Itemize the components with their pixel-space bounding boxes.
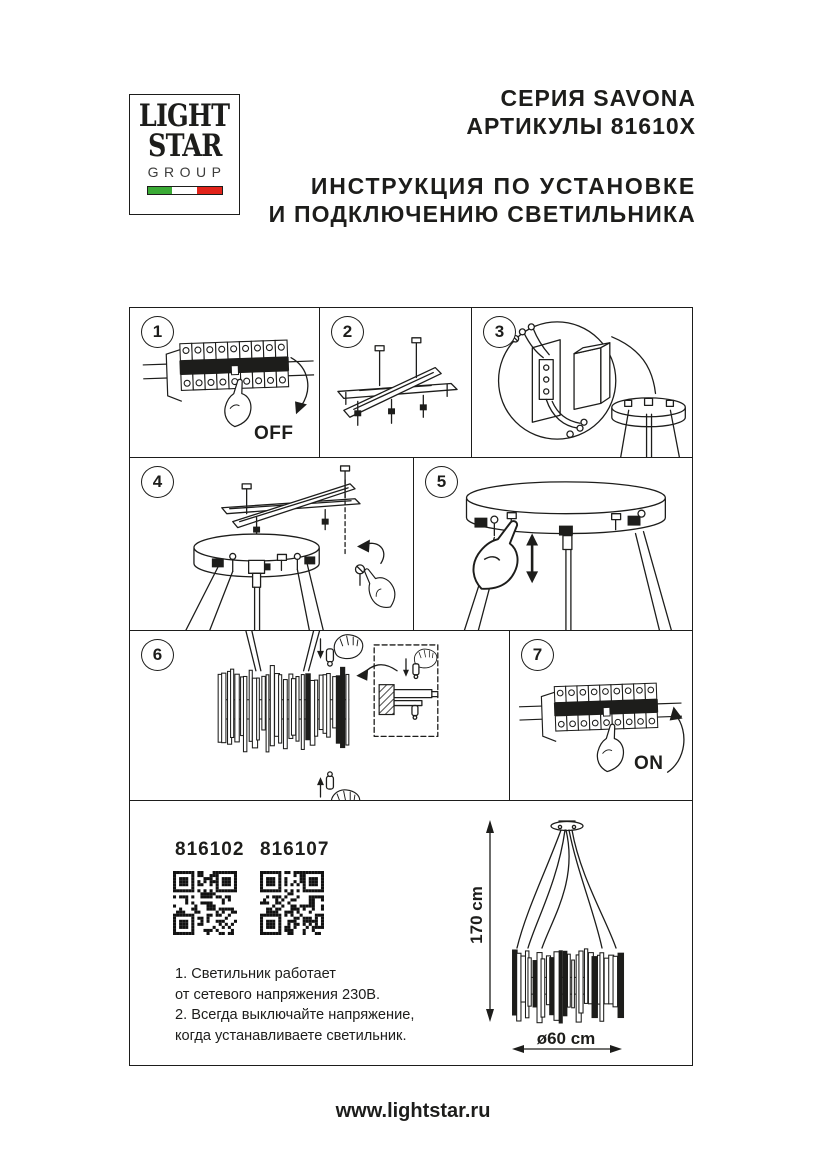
qr-code-816102 (173, 871, 237, 935)
step-number-badge: 3 (483, 316, 516, 348)
qr-code-816107 (260, 871, 324, 935)
step-1-panel (130, 308, 320, 458)
logo-word-light: LIGHT (139, 98, 230, 134)
flag-white-segment (172, 187, 197, 194)
step-4-panel (130, 458, 414, 631)
articles-title: АРТИКУЛЫ 81610X (466, 113, 696, 139)
step-number-badge: 1 (141, 316, 174, 348)
logo-word-star: STAR (147, 128, 222, 164)
diameter-dimension-label: ø60 cm (536, 1029, 596, 1048)
step-number-badge: 2 (331, 316, 364, 348)
website-url: www.lightstar.ru (335, 1100, 491, 1122)
note-line: когда устанавливаете светильник. (175, 1027, 407, 1044)
step-number-badge: 7 (521, 639, 554, 671)
article-number-1: 816102 (175, 839, 245, 860)
instruction-grid (129, 307, 693, 1066)
note-line: 1. Светильник работает (175, 966, 336, 982)
instruction-title-line2: И ПОДКЛЮЧЕНИЮ СВЕТИЛЬНИКА (268, 201, 696, 227)
instruction-title-line1: ИНСТРУКЦИЯ ПО УСТАНОВКЕ (310, 173, 696, 199)
step-number-badge: 4 (141, 466, 174, 498)
note-line: 2. Всегда выключайте напряжение, (175, 1007, 415, 1024)
step-6-panel (130, 631, 510, 801)
series-title: СЕРИЯ SAVONA (500, 85, 696, 111)
off-label: OFF (254, 423, 294, 444)
step-number-badge: 6 (141, 639, 174, 671)
flag-red-segment (197, 187, 222, 194)
step-5-panel (414, 458, 692, 631)
step-7-panel (510, 631, 692, 801)
on-label: ON (634, 753, 664, 774)
step-3-panel (472, 308, 692, 458)
step-number-badge: 5 (425, 466, 458, 498)
article-number-2: 816107 (260, 839, 330, 860)
product-info-panel (130, 801, 692, 1065)
lightstar-logo (129, 94, 240, 215)
header-titles (269, 84, 696, 228)
safety-notes (175, 964, 414, 1046)
logo-word-group: GROUP (147, 164, 227, 180)
note-line: от сетевого напряжения 230В. (175, 986, 381, 1003)
flag-green-segment (148, 187, 173, 194)
height-dimension-label: 170 cm (467, 886, 486, 944)
step6-bulb-install-illustration (130, 631, 509, 800)
italian-flag-bar (147, 186, 223, 195)
step-2-panel (320, 308, 472, 458)
